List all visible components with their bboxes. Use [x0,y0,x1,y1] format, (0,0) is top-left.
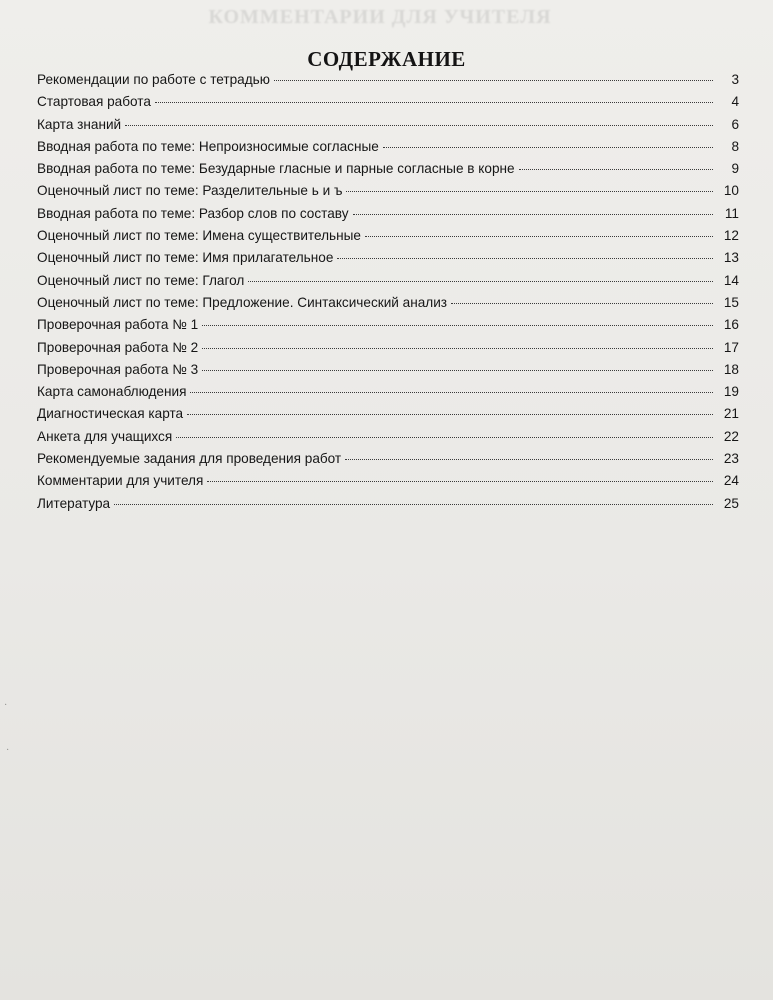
toc-entry-page: 19 [723,384,739,400]
toc-entry-label: Карта знаний [37,116,122,132]
toc-entry[interactable] [37,295,739,317]
toc-entry[interactable] [37,362,739,384]
toc-entry[interactable] [37,473,739,495]
toc-entry-label: Анкета для учащихся [37,428,173,444]
toc-entry-label: Рекомендуемые задания для проведения работ [37,451,342,467]
table-of-contents [37,72,739,518]
toc-entry-label: Оценочный лист по теме: Имена существительные [37,228,361,244]
dot-leader [451,303,713,304]
toc-entry-label: Вводная работа по теме: Разбор слов по составу [37,205,349,221]
dot-leader [114,504,713,505]
dot-leader [383,147,713,148]
toc-entry-page: 23 [723,451,739,467]
dot-leader [202,325,713,326]
toc-entry[interactable] [37,206,739,228]
page-title: СОДЕРЖАНИЕ [307,47,466,72]
toc-entry-label: Вводная работа по теме: Непроизносимые согласные [37,138,379,154]
dot-leader [155,102,713,103]
toc-entry-label: Проверочная работа № 3 [37,361,199,377]
toc-entry-page: 24 [723,473,739,489]
toc-entry[interactable] [37,273,739,295]
toc-entry-page: 14 [723,272,739,288]
toc-entry-page: 17 [723,339,739,355]
toc-entry-page: 21 [723,406,739,422]
dot-leader [346,191,713,192]
toc-entry-label: Оценочный лист по теме: Имя прилагательное [37,250,334,266]
dot-leader [337,258,713,259]
toc-entry[interactable] [37,451,739,473]
toc-entry[interactable] [37,139,739,161]
toc-entry[interactable] [37,496,739,518]
toc-entry-label: Оценочный лист по теме: Предложение. Синтаксический анализ [37,294,448,310]
dot-leader [519,169,713,170]
margin-speck: · [4,700,8,711]
toc-entry[interactable] [37,161,739,183]
toc-entry[interactable] [37,117,739,139]
toc-entry-page: 3 [731,72,739,87]
toc-entry-page: 4 [731,94,739,110]
bleed-through-header: КОММЕНТАРИИ ДЛЯ УЧИТЕЛЯ [208,6,552,28]
toc-entry-label: Проверочная работа № 2 [37,339,199,355]
toc-entry-label: Рекомендации по работе с тетрадью [37,72,270,87]
toc-entry[interactable] [37,406,739,428]
toc-entry[interactable] [37,384,739,406]
dot-leader [202,348,713,349]
dot-leader [248,281,713,282]
dot-leader [345,459,713,460]
toc-entry-page: 18 [723,361,739,377]
dot-leader [274,80,713,81]
toc-entry[interactable] [37,183,739,205]
toc-entry-label: Оценочный лист по теме: Глагол [37,272,245,288]
toc-entry-page: 10 [723,183,739,199]
toc-entry-label: Карта самонаблюдения [37,384,187,400]
toc-entry-page: 12 [723,228,739,244]
toc-entry[interactable] [37,429,739,451]
toc-entry-page: 22 [723,428,739,444]
dot-leader [187,414,713,415]
toc-entry-page: 25 [723,495,739,511]
margin-speck: · [6,745,10,756]
toc-entry-label: Литература [37,495,111,511]
dot-leader [207,481,713,482]
toc-entry[interactable] [37,317,739,339]
toc-entry[interactable] [37,72,739,94]
toc-entry-label: Диагностическая карта [37,406,184,422]
toc-entry-page: 6 [731,116,739,132]
toc-entry[interactable] [37,340,739,362]
dot-leader [190,392,713,393]
toc-entry-page: 13 [723,250,739,266]
dot-leader [176,437,713,438]
dot-leader [125,125,713,126]
toc-entry-label: Вводная работа по теме: Безударные гласные и парные согласные в корне [37,161,515,177]
toc-entry[interactable] [37,250,739,272]
toc-entry[interactable] [37,228,739,250]
dot-leader [353,214,714,215]
toc-entry-label: Оценочный лист по теме: Разделительные ь и ъ [37,183,343,199]
toc-entry-page: 9 [731,161,739,177]
toc-entry-label: Проверочная работа № 1 [37,317,199,333]
toc-entry-page: 8 [731,138,739,154]
toc-entry[interactable] [37,94,739,116]
toc-entry-page: 15 [723,294,739,310]
toc-entry-label: Комментарии для учителя [37,473,204,489]
dot-leader [365,236,713,237]
dot-leader [202,370,713,371]
toc-entry-label: Стартовая работа [37,94,151,110]
toc-entry-page: 11 [724,205,739,221]
toc-entry-page: 16 [723,317,739,333]
